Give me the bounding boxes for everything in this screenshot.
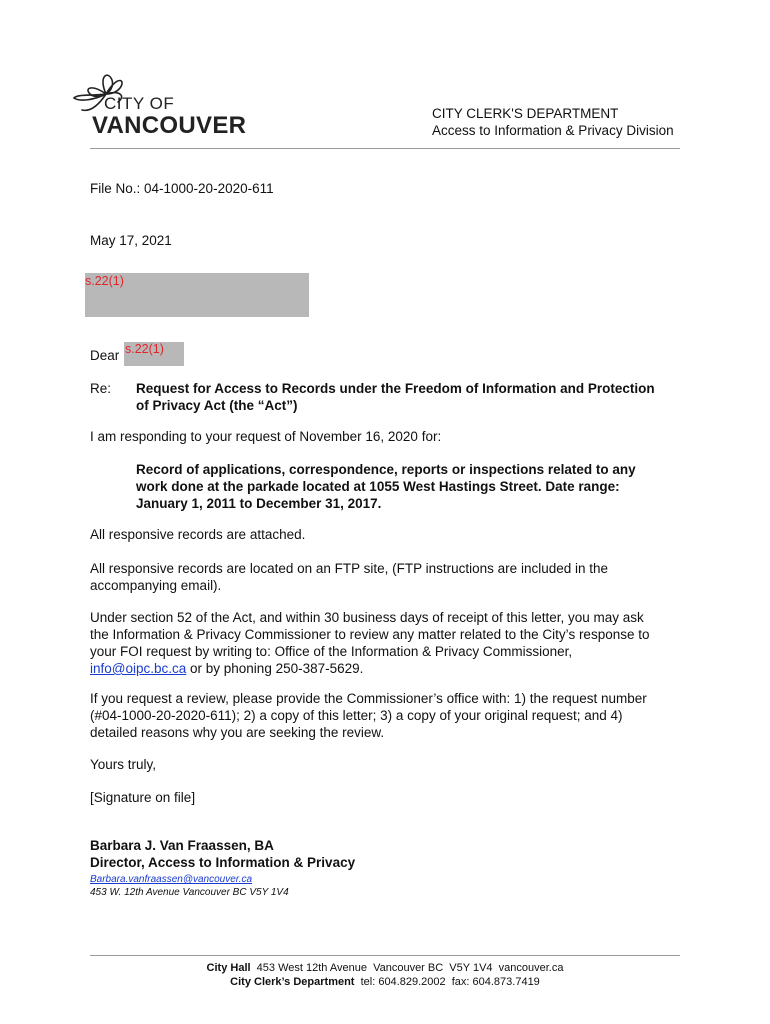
re-subject-line: of Privacy Act (the “Act”) [136,398,298,413]
header-divider [90,148,680,149]
paragraph-review-instructions [90,690,647,741]
footer-divider [90,955,680,956]
signer-title: Director, Access to Information & Privacy [90,855,356,870]
paragraph-line [90,660,650,677]
footer-line-city-hall [90,961,680,975]
oipc-email-link[interactable]: info@oipc.bc.ca [90,661,187,676]
request-line: Record of applications, correspondence, reports or inspections related to any [136,462,636,477]
redaction-label: s.22(1) [85,274,124,288]
signer-name: Barbara J. Van Fraassen, BA [90,838,274,853]
file-number: File No.: 04-1000-20-2020-611 [90,181,274,196]
signer-contact [90,873,289,899]
letter-date: May 17, 2021 [90,233,172,248]
department-heading [432,105,674,139]
request-quote [136,461,636,512]
redacted-name-block [124,342,184,366]
paragraph-line: (#04-1000-20-2020-611); 2) a copy of this letter; 3) a copy of your original request; and 4) [90,708,623,723]
intro-paragraph: I am responding to your request of November 16, 2020 for: [90,429,442,444]
logo-text-city-of: CITY OF [104,94,175,113]
footer-clerk-contact: tel: 604.829.2002 fax: 604.873.7419 [354,976,540,988]
department-name: CITY CLERK'S DEPARTMENT [432,106,619,121]
footer-clerk-label: City Clerk’s Department [230,976,355,988]
division-name: Access to Information & Privacy Division [432,123,674,138]
re-subject-line: Request for Access to Records under the Freedom of Information and Protection [136,381,655,396]
re-subject [136,380,655,414]
signer-block [90,837,355,871]
request-line: January 1, 2011 to December 31, 2017. [136,496,382,511]
paragraph-line: accompanying email). [90,578,222,593]
paragraph-line: your FOI request by writing to: Office of the Information & Privacy Commissioner, [90,644,573,659]
redacted-address-block [85,273,309,317]
logo-text-vancouver: VANCOUVER [92,112,247,139]
paragraph-ftp [90,560,608,594]
salutation [90,347,119,364]
paragraph-review-rights [90,609,650,677]
salutation-dear: Dear [90,348,120,363]
paragraph-line: detailed reasons why you are seeking the review. [90,725,385,740]
footer-city-hall-address: 453 West 12th Avenue Vancouver BC V5Y 1V4 vancouver.ca [250,962,564,974]
signer-address: 453 W. 12th Avenue Vancouver BC V5Y 1V4 [90,887,289,898]
footer-line-clerk [90,975,680,989]
footer-city-hall-label: City Hall [206,962,251,974]
paragraph-line: If you request a review, please provide the Commissioner’s office with: 1) the request number [90,691,647,706]
redaction-label: s.22(1) [125,342,164,356]
signature-placeholder: [Signature on file] [90,790,196,805]
re-label: Re: [90,381,112,396]
signer-email-link[interactable]: Barbara.vanfraassen@vancouver.ca [90,874,253,885]
closing: Yours truly, [90,757,157,772]
phone-text: or by phoning 250-387-5629. [186,661,364,676]
paragraph-line: Under section 52 of the Act, and within 30 business days of receipt of this letter, you may ask [90,610,644,625]
paragraph-attached: All responsive records are attached. [90,527,306,542]
city-of-vancouver-logo [68,66,258,144]
request-line: work done at the parkade located at 1055 West Hastings Street. Date range: [136,479,620,494]
paragraph-line: the Information & Privacy Commissioner to review any matter related to the City’s response to [90,627,650,642]
paragraph-line: All responsive records are located on an FTP site, (FTP instructions are included in the [90,561,609,576]
